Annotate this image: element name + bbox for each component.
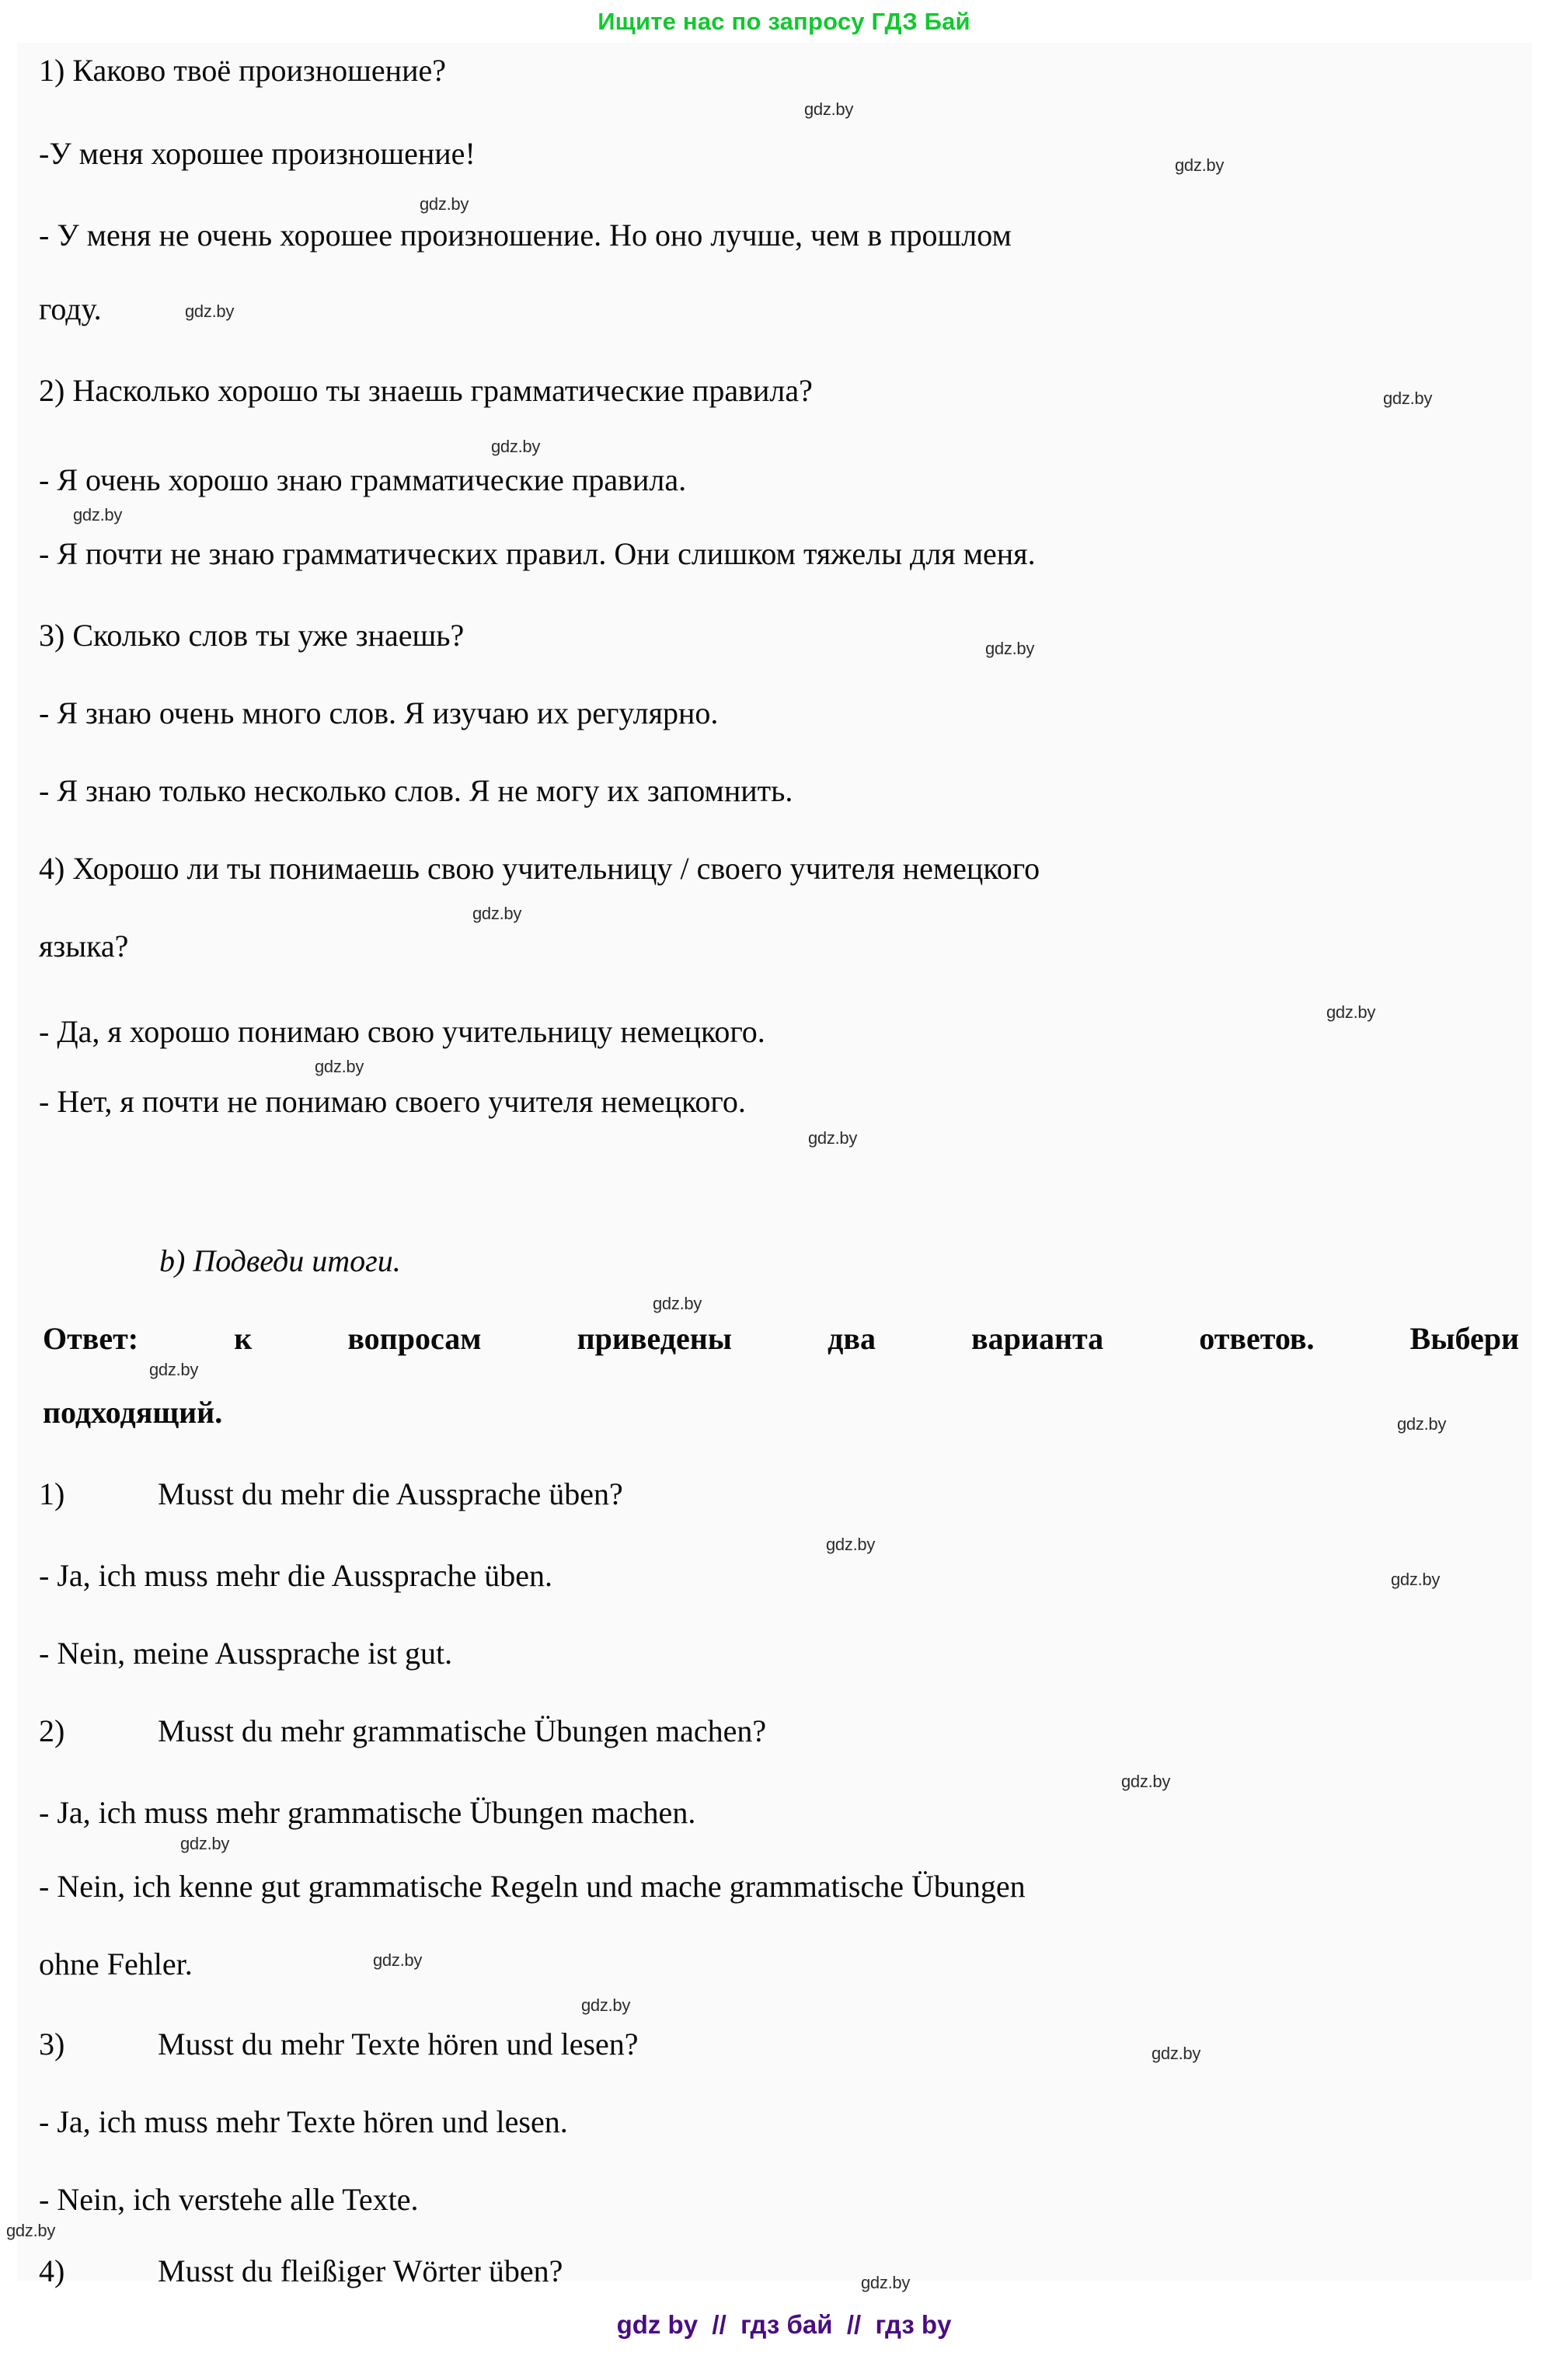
russian-answer-2-1: - Я очень хорошо знаю грамматические правила. xyxy=(39,462,687,497)
russian-question-2: 2) Насколько хорошо ты знаешь грамматические правила? xyxy=(39,373,813,408)
watermark: gdz.by xyxy=(808,1128,858,1148)
site-header-text: Ищите нас по запросу ГДЗ Бай xyxy=(598,7,970,35)
german-question-2: Musst du mehr grammatische Übungen machen? xyxy=(158,1713,767,1748)
german-answer-2-2-line2: ohne Fehler. xyxy=(39,1946,193,1981)
watermark: gdz.by xyxy=(1391,1570,1441,1589)
german-answer-3-1: - Ja, ich muss mehr Texte hören und lesen. xyxy=(39,2104,568,2139)
part-b-answer-intro-line2: подходящий. xyxy=(43,1395,223,1430)
watermark: gdz.by xyxy=(185,301,235,321)
russian-question-3: 3) Сколько слов ты уже знаешь? xyxy=(39,618,465,653)
german-question-1: Musst du mehr die Aussprache üben? xyxy=(158,1476,623,1511)
watermark: gdz.by xyxy=(861,2273,911,2292)
watermark: gdz.by xyxy=(472,904,522,923)
russian-question-4-line1: 4) Хорошо ли ты понимаешь свою учительницу / своего учителя немецкого xyxy=(39,851,1040,886)
watermark: gdz.by xyxy=(804,99,854,119)
watermark: gdz.by xyxy=(826,1535,876,1554)
german-question-4: Musst du fleißiger Wörter üben? xyxy=(158,2253,563,2288)
russian-answer-2-2: - Я почти не знаю грамматических правил. Они слишком тяжелы для меня. xyxy=(39,536,1036,571)
german-answer-2-1: - Ja, ich muss mehr grammatische Übungen machen. xyxy=(39,1795,696,1830)
watermark: gdz.by xyxy=(1326,1002,1376,1022)
part-b-heading: b) Подведи итоги. xyxy=(159,1243,401,1278)
russian-answer-1-2-line1: - У меня не очень хорошее произношение. Но оно лучше, чем в прошлом xyxy=(39,218,1012,253)
russian-answer-3-2: - Я знаю только несколько слов. Я не могу их запомнить. xyxy=(39,773,793,808)
russian-question-4-line2: языка? xyxy=(39,929,129,964)
german-question-4-number: 4) xyxy=(39,2253,65,2288)
watermark: gdz.by xyxy=(149,1360,199,1379)
watermark: gdz.by xyxy=(420,194,469,214)
german-question-1-number: 1) xyxy=(39,1476,65,1511)
watermark: gdz.by xyxy=(315,1057,364,1076)
watermark: gdz.by xyxy=(1121,1772,1171,1791)
watermark: gdz.by xyxy=(581,1995,631,2015)
watermark: gdz.by xyxy=(985,639,1035,658)
site-footer xyxy=(0,2302,1568,2348)
watermark: gdz.by xyxy=(491,437,541,456)
german-answer-1-2: - Nein, meine Aussprache ist gut. xyxy=(39,1636,453,1671)
russian-answer-1-2-line2: году. xyxy=(39,291,102,326)
watermark: gdz.by xyxy=(1383,389,1433,408)
site-footer-text: gdz by // гдз бай // гдз by xyxy=(616,2310,952,2339)
german-answer-3-2: - Nein, ich verstehe alle Texte. xyxy=(39,2182,419,2217)
russian-answer-4-2: - Нет, я почти не понимаю своего учителя немецкого. xyxy=(39,1084,746,1119)
site-header xyxy=(0,0,1568,43)
russian-answer-3-1: - Я знаю очень много слов. Я изучаю их регулярно. xyxy=(39,695,719,730)
german-answer-1-1: - Ja, ich muss mehr die Aussprache üben. xyxy=(39,1558,552,1593)
german-question-3: Musst du mehr Texte hören und lesen? xyxy=(158,2027,639,2062)
watermark: gdz.by xyxy=(6,2221,56,2240)
russian-answer-1-1: -У меня хорошее произношение! xyxy=(39,136,476,171)
watermark: gdz.by xyxy=(73,505,123,525)
watermark: gdz.by xyxy=(1175,155,1225,175)
german-answer-2-2-line1: - Nein, ich kenne gut grammatische Regeln und mache grammatische Übungen xyxy=(39,1869,1026,1904)
watermark: gdz.by xyxy=(373,1950,423,1970)
watermark: gdz.by xyxy=(180,1834,230,1853)
watermark: gdz.by xyxy=(653,1294,702,1313)
watermark: gdz.by xyxy=(1152,2044,1201,2063)
watermark: gdz.by xyxy=(1397,1414,1447,1434)
part-b-answer-intro-line1: Ответ: к вопросам приведены два варианта ответов. Выбери xyxy=(43,1321,1519,1356)
german-question-2-number: 2) xyxy=(39,1713,65,1748)
russian-question-1: 1) Каково твоё произношение? xyxy=(39,53,446,88)
german-question-3-number: 3) xyxy=(39,2027,65,2062)
russian-answer-4-1: - Да, я хорошо понимаю свою учительницу немецкого. xyxy=(39,1014,765,1049)
